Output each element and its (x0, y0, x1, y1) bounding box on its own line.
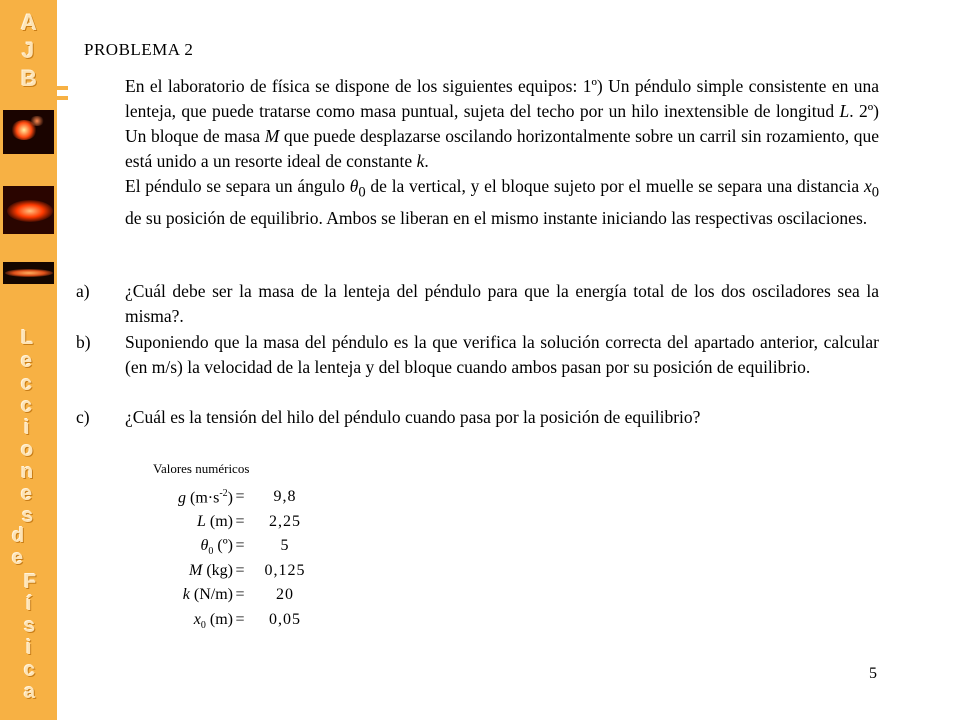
question-label: a) (76, 281, 90, 301)
variable-M: M (264, 126, 280, 146)
value: 0,05 (269, 610, 301, 628)
text-run: El péndulo se separa un ángulo (125, 176, 350, 196)
statement-paragraph-2 (125, 174, 879, 231)
text-run: . 2º) Un bloque de masa (125, 101, 879, 146)
sidebar-letter: L (21, 327, 34, 349)
sidebar-letter: s (22, 505, 34, 527)
text-run: de su posición de equilibrio. Ambos se liberan en el mismo instante iniciando las respectivas oscilaciones. (125, 207, 868, 228)
text-run: de la vertical, y el bloque sujeto por el muelle se separa una distancia (365, 176, 864, 196)
value-label: g $(m\cdot s^{-2})$ (178, 488, 233, 507)
value: 2,25 (269, 512, 301, 530)
brand-letter-a: A (21, 10, 37, 35)
sidebar-letter: i (24, 417, 30, 439)
value-label: k (N/m) (182, 586, 233, 603)
sidebar-letter: d (12, 525, 25, 547)
question-c (76, 405, 879, 430)
text-run: . (424, 151, 429, 171)
page-number: 5 (869, 665, 877, 682)
sidebar-letter: e (12, 547, 24, 569)
sidebar-letter: n (21, 461, 34, 483)
equals-sign: = (235, 512, 245, 530)
value: 5 (280, 537, 290, 554)
value: 20 (276, 586, 294, 603)
variable-k: k (416, 151, 425, 171)
value: 9,8 (273, 488, 297, 505)
value-label: M (kg) (189, 561, 233, 579)
brand-letter-j: J (22, 38, 35, 63)
variable-theta: θ (349, 176, 359, 196)
lab-photo-1 (3, 110, 54, 154)
equals-sign: = (235, 561, 245, 579)
question-b (76, 330, 879, 380)
sidebar-letter: í (26, 593, 32, 615)
value-label: $\theta_0$ (º) (200, 537, 233, 558)
question-text: ¿Cuál es la tensión del hilo del péndulo cuando pasa por la posición de equilibrio? (125, 407, 701, 427)
sidebar-letter: s (24, 615, 36, 637)
brand-letter-b: B (21, 66, 37, 91)
text-run: En el laboratorio de física se dispone de los siguientes equipos: 1º) Un péndulo simple consistente en una lenteja, que puede tratarse como masa puntual, sujeta del techo por un hilo inextensible de longitud (125, 76, 879, 121)
variable-x: x (863, 176, 872, 196)
value: 0,125 (264, 561, 306, 579)
variable-L: L (839, 101, 850, 121)
sidebar-letter: o (21, 439, 34, 461)
sidebar-letter: i (26, 637, 32, 659)
problem-statement (125, 74, 879, 231)
equals-sign: = (235, 586, 245, 603)
equals-sign: = (235, 488, 245, 505)
sidebar-letter: F (24, 571, 37, 593)
sidebar-letter: e (21, 483, 33, 505)
sidebar-decoration (0, 0, 57, 720)
sidebar-letter: e (21, 350, 33, 372)
sidebar-dash (57, 96, 68, 100)
question-label: b) (76, 332, 91, 352)
lab-photo-3 (3, 262, 54, 284)
sidebar-letter: c (21, 395, 33, 417)
sidebar-dash (57, 86, 68, 90)
problem-title: PROBLEMA 2 (84, 40, 194, 59)
statement-paragraph-1 (125, 74, 879, 174)
values-title: Valores numéricos (153, 461, 250, 476)
equals-sign: = (235, 610, 245, 628)
sidebar-letter: c (21, 373, 33, 395)
sidebar-letter: a (24, 681, 36, 703)
subscript: 0 (358, 184, 366, 201)
question-a (76, 279, 879, 329)
value-label: L (m) (196, 512, 233, 530)
text-run: que puede desplazarse oscilando horizontalmente sobre un carril sin rozamiento, que está unido a un resorte ideal de constante (125, 126, 879, 171)
lab-photo-2 (3, 186, 54, 234)
sidebar-letter: c (24, 659, 36, 681)
value-label: $x_0$ (m) (193, 610, 233, 631)
question-text: Suponiendo que la masa del péndulo es la que verifica la solución correcta del apartado anterior, calcular (en m/s) la velocidad de la lenteja y del bloque cuando ambos pasan por su posición de equilibrio. (125, 332, 879, 377)
equals-sign: = (235, 537, 245, 554)
question-label: c) (76, 407, 90, 427)
subscript: 0 (871, 184, 880, 201)
question-text: ¿Cuál debe ser la masa de la lenteja del péndulo para que la energía total de los dos osciladores sea la misma?. (125, 281, 879, 326)
